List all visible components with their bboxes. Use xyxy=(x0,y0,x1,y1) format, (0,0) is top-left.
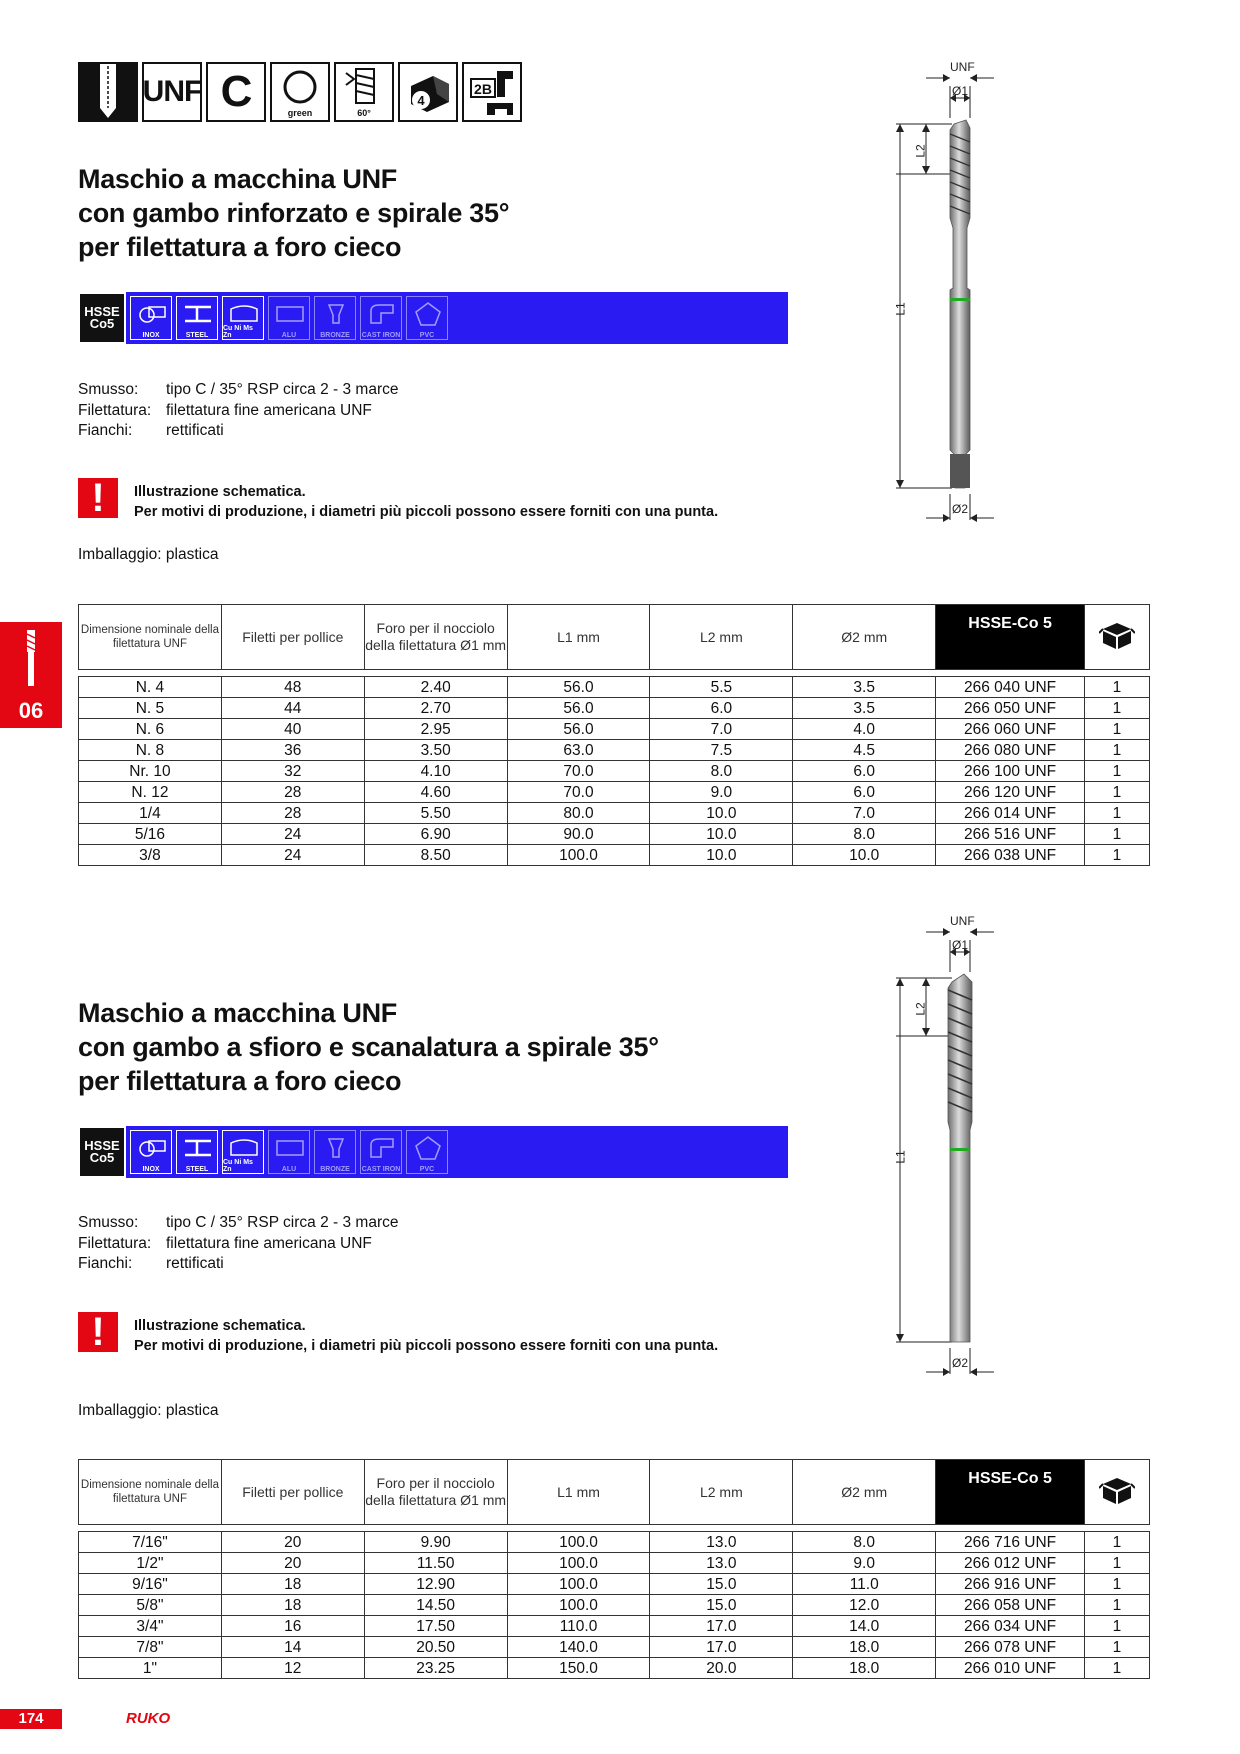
table-cell: 24 xyxy=(221,845,364,866)
col-core-drill: Foro per il nocciolo della filettatura Ø1 mm xyxy=(364,1460,507,1525)
table-cell: N. 5 xyxy=(79,698,222,719)
table-cell: 5/16 xyxy=(79,824,222,845)
table-cell: 1/4 xyxy=(79,803,222,824)
hsse-co5-badge: HSSE Co5 xyxy=(78,292,126,344)
table-cell: 100.0 xyxy=(507,1574,650,1595)
table-cell: 1 xyxy=(1084,1637,1149,1658)
table-cell: 3.5 xyxy=(793,698,936,719)
col-core-drill: Foro per il nocciolo della filettatura Ø1 mm xyxy=(364,605,507,670)
table-cell: 20.0 xyxy=(650,1658,793,1679)
table-row xyxy=(79,698,1150,719)
material-pvc-icon: PVC xyxy=(406,1130,448,1174)
table-cell: 13.0 xyxy=(650,1532,793,1553)
table-row xyxy=(79,1616,1150,1637)
table-cell: 266 014 UNF xyxy=(936,803,1085,824)
table-cell: 1 xyxy=(1084,1574,1149,1595)
table-cell: 9.0 xyxy=(793,1553,936,1574)
table-cell: 15.0 xyxy=(650,1595,793,1616)
section-1-specs: Smusso: tipo C / 35° RSP circa 2 - 3 marce Filettatura: filettatura fine americana UNF Fianchi: rettificati xyxy=(78,381,399,439)
table-cell: 63.0 xyxy=(507,740,650,761)
col-l2: L2 mm xyxy=(650,1460,793,1525)
table-cell: 70.0 xyxy=(507,761,650,782)
table-cell: 8.0 xyxy=(650,761,793,782)
table-cell: 266 080 UNF xyxy=(936,740,1085,761)
table-cell: 266 060 UNF xyxy=(936,719,1085,740)
table-row xyxy=(79,677,1150,698)
table-row xyxy=(79,1553,1150,1574)
table-row xyxy=(79,782,1150,803)
table-cell: 1 xyxy=(1084,698,1149,719)
dim-d2: Ø2 xyxy=(952,502,969,516)
section-2-title: Maschio a macchina UNF con gambo a sfioro e scanalatura a spirale 35° per filettatura a foro cieco xyxy=(78,998,659,1096)
table-cell: 266 516 UNF xyxy=(936,824,1085,845)
table-row xyxy=(79,824,1150,845)
table-cell: 1 xyxy=(1084,782,1149,803)
table-cell: 6.0 xyxy=(650,698,793,719)
col-l1: L1 mm xyxy=(507,1460,650,1525)
table-cell: 6.0 xyxy=(793,782,936,803)
table-cell: 1 xyxy=(1084,740,1149,761)
table-cell: 1 xyxy=(1084,719,1149,740)
table-cell: 4.5 xyxy=(793,740,936,761)
green-ring-icon: green xyxy=(270,62,330,122)
material-alu-icon: ALU xyxy=(268,1130,310,1174)
table-cell: 18.0 xyxy=(793,1658,936,1679)
table-cell: 7.0 xyxy=(793,803,936,824)
table-cell: 18.0 xyxy=(793,1637,936,1658)
table-cell: 266 100 UNF xyxy=(936,761,1085,782)
table-cell: 4.0 xyxy=(793,719,936,740)
table-cell: 140.0 xyxy=(507,1637,650,1658)
table-cell: 6.90 xyxy=(364,824,507,845)
table-cell: 17.50 xyxy=(364,1616,507,1637)
table-cell: 18 xyxy=(221,1595,364,1616)
table-cell: 1 xyxy=(1084,1616,1149,1637)
warning-icon: ! xyxy=(78,1312,118,1352)
dim-unf: UNF xyxy=(950,914,975,928)
section-2-specs: Smusso: tipo C / 35° RSP circa 2 - 3 marce Filettatura: filettatura fine americana UNF Fianchi: rettificati xyxy=(78,1214,399,1272)
table-cell: 24 xyxy=(221,824,364,845)
table-row xyxy=(79,1595,1150,1616)
table-cell: 17.0 xyxy=(650,1616,793,1637)
table-cell: 9/16" xyxy=(79,1574,222,1595)
table-cell: 40 xyxy=(221,719,364,740)
table-cell: 266 012 UNF xyxy=(936,1553,1085,1574)
table-cell: 266 078 UNF xyxy=(936,1637,1085,1658)
table-cell: 266 040 UNF xyxy=(936,677,1085,698)
table-cell: 7/16" xyxy=(79,1532,222,1553)
blind-hole-icon xyxy=(78,62,138,122)
section-2-rows xyxy=(79,1532,1150,1679)
table-cell: 12.0 xyxy=(793,1595,936,1616)
thread-angle-icon: 60° xyxy=(334,62,394,122)
col-l1: L1 mm xyxy=(507,605,650,670)
material-inox-icon: INOX xyxy=(130,296,172,340)
table-cell: 1" xyxy=(79,1658,222,1679)
table-cell: 1 xyxy=(1084,803,1149,824)
hsse-co5-badge: HSSE Co5 xyxy=(78,1126,126,1178)
table-cell: 70.0 xyxy=(507,782,650,803)
dim-d1: Ø1 xyxy=(952,84,969,98)
table-row xyxy=(79,1532,1150,1553)
table-cell: 5.5 xyxy=(650,677,793,698)
table-cell: 20.50 xyxy=(364,1637,507,1658)
table-cell: N. 8 xyxy=(79,740,222,761)
chamfer-c-icon: C xyxy=(206,62,266,122)
table-cell: 12 xyxy=(221,1658,364,1679)
table-cell: 14.0 xyxy=(793,1616,936,1637)
material-bar-2 xyxy=(78,1126,788,1178)
table-cell: 13.0 xyxy=(650,1553,793,1574)
table-cell: 12.90 xyxy=(364,1574,507,1595)
material-steel-icon: STEEL xyxy=(176,1130,218,1174)
table-cell: 56.0 xyxy=(507,698,650,719)
dim-l1: L1 xyxy=(893,302,908,316)
section-1-rows xyxy=(79,677,1150,866)
table-cell: 1 xyxy=(1084,761,1149,782)
table-cell: Nr. 10 xyxy=(79,761,222,782)
table-cell: 266 058 UNF xyxy=(936,1595,1085,1616)
table-cell: 14 xyxy=(221,1637,364,1658)
table-cell: 11.0 xyxy=(793,1574,936,1595)
dim-l2: L2 xyxy=(913,144,928,158)
table-row xyxy=(79,1637,1150,1658)
table-cell: 10.0 xyxy=(650,803,793,824)
dim-d2: Ø2 xyxy=(952,1356,969,1370)
table-cell: 1 xyxy=(1084,1658,1149,1679)
table-cell: 5/8" xyxy=(79,1595,222,1616)
table-row xyxy=(79,803,1150,824)
table-cell: 5.50 xyxy=(364,803,507,824)
section-1-warning: Illustrazione schematica. Per motivi di produzione, i diametri più piccoli possono essere forniti con una punta. xyxy=(134,484,719,520)
material-pvc-icon: PVC xyxy=(406,296,448,340)
table-cell: 56.0 xyxy=(507,719,650,740)
table-cell: 7.0 xyxy=(650,719,793,740)
table-cell: 17.0 xyxy=(650,1637,793,1658)
table-row xyxy=(79,719,1150,740)
warning-icon: ! xyxy=(78,478,118,518)
col-d2: Ø2 mm xyxy=(793,1460,936,1525)
table-cell: 8.0 xyxy=(793,1532,936,1553)
material-copper-icon: Cu Ni Ms Zn xyxy=(222,1130,264,1174)
table-cell: 6.0 xyxy=(793,761,936,782)
table-cell: 100.0 xyxy=(507,1553,650,1574)
material-bar-1 xyxy=(78,292,788,344)
table-cell: 10.0 xyxy=(793,845,936,866)
col-nominal: Dimensione nominale della filettatura UNF xyxy=(79,605,222,670)
table-row xyxy=(79,845,1150,866)
table-cell: 8.50 xyxy=(364,845,507,866)
col-article-hsse-co5: HSSE-Co 5 xyxy=(936,605,1085,670)
col-nominal: Dimensione nominale della filettatura UNF xyxy=(79,1460,222,1525)
table-cell: 3.50 xyxy=(364,740,507,761)
dim-l1: L1 xyxy=(893,1150,908,1164)
table-cell: 4.10 xyxy=(364,761,507,782)
col-package-icon xyxy=(1084,605,1149,670)
table-cell: 3.5 xyxy=(793,677,936,698)
material-bronze-icon: BRONZE xyxy=(314,1130,356,1174)
table-cell: 266 716 UNF xyxy=(936,1532,1085,1553)
tap-tool-icon xyxy=(22,630,40,688)
tool-drawing-2 xyxy=(890,912,1010,1382)
section-1-packaging: Imballaggio: plastica xyxy=(78,546,219,563)
table-cell: 266 916 UNF xyxy=(936,1574,1085,1595)
table-cell: 2.40 xyxy=(364,677,507,698)
feature-icon-row xyxy=(78,62,522,126)
table-cell: 3/8 xyxy=(79,845,222,866)
table-cell: 18 xyxy=(221,1574,364,1595)
table-cell: 2.95 xyxy=(364,719,507,740)
table-row xyxy=(79,740,1150,761)
table-row xyxy=(79,761,1150,782)
package-box-icon xyxy=(1099,1474,1135,1506)
table-cell: 20 xyxy=(221,1553,364,1574)
col-l2: L2 mm xyxy=(650,605,793,670)
table-cell: 1 xyxy=(1084,1553,1149,1574)
table-cell: N. 4 xyxy=(79,677,222,698)
shank-square-icon xyxy=(398,62,458,122)
table-cell: 266 038 UNF xyxy=(936,845,1085,866)
table-cell: 7/8" xyxy=(79,1637,222,1658)
material-bronze-icon: BRONZE xyxy=(314,296,356,340)
svg-text:2B: 2B xyxy=(474,81,492,97)
table-cell: 10.0 xyxy=(650,845,793,866)
table-row xyxy=(79,1658,1150,1679)
chapter-number: 06 xyxy=(18,698,44,723)
table-cell: 28 xyxy=(221,782,364,803)
table-cell: 23.25 xyxy=(364,1658,507,1679)
table-cell: 90.0 xyxy=(507,824,650,845)
table-cell: 1 xyxy=(1084,1595,1149,1616)
package-box-icon xyxy=(1099,619,1135,651)
table-cell: 20 xyxy=(221,1532,364,1553)
section-2-table xyxy=(78,1459,1150,1679)
tool-drawing-1 xyxy=(890,58,1010,528)
table-cell: 1 xyxy=(1084,1532,1149,1553)
material-cast-iron-icon: CAST IRON xyxy=(360,1130,402,1174)
table-cell: 1 xyxy=(1084,824,1149,845)
dim-d1: Ø1 xyxy=(952,938,969,952)
material-inox-icon: INOX xyxy=(130,1130,172,1174)
table-cell: 2.70 xyxy=(364,698,507,719)
table-cell: 4.60 xyxy=(364,782,507,803)
table-row xyxy=(79,1574,1150,1595)
material-alu-icon: ALU xyxy=(268,296,310,340)
table-cell: 266 050 UNF xyxy=(936,698,1085,719)
table-cell: 10.0 xyxy=(650,824,793,845)
material-steel-icon: STEEL xyxy=(176,296,218,340)
material-copper-icon: Cu Ni Ms Zn xyxy=(222,296,264,340)
table-cell: 3/4" xyxy=(79,1616,222,1637)
unf-icon: UNF xyxy=(142,62,202,122)
col-package-icon xyxy=(1084,1460,1149,1525)
section-1-title: Maschio a macchina UNF con gambo rinforzato e spirale 35° per filettatura a foro cieco xyxy=(78,164,510,262)
dim-unf: UNF xyxy=(950,60,975,74)
table-cell: N. 12 xyxy=(79,782,222,803)
table-cell: 100.0 xyxy=(507,1595,650,1616)
table-cell: 48 xyxy=(221,677,364,698)
table-cell: 28 xyxy=(221,803,364,824)
table-cell: 110.0 xyxy=(507,1616,650,1637)
col-tpi: Filetti per pollice xyxy=(221,605,364,670)
page-number: 174 xyxy=(0,1709,62,1729)
table-cell: 150.0 xyxy=(507,1658,650,1679)
table-cell: 44 xyxy=(221,698,364,719)
table-cell: 36 xyxy=(221,740,364,761)
section-2-packaging: Imballaggio: plastica xyxy=(78,1402,219,1419)
svg-text:4: 4 xyxy=(417,93,425,108)
table-cell: 9.0 xyxy=(650,782,793,803)
table-cell: 16 xyxy=(221,1616,364,1637)
table-cell: 266 120 UNF xyxy=(936,782,1085,803)
table-cell: 100.0 xyxy=(507,845,650,866)
table-cell: 100.0 xyxy=(507,1532,650,1553)
table-cell: 266 034 UNF xyxy=(936,1616,1085,1637)
dim-l2: L2 xyxy=(913,1002,928,1016)
table-cell: 1 xyxy=(1084,677,1149,698)
table-cell: 32 xyxy=(221,761,364,782)
table-cell: 8.0 xyxy=(793,824,936,845)
table-cell: 80.0 xyxy=(507,803,650,824)
table-cell: N. 6 xyxy=(79,719,222,740)
col-tpi: Filetti per pollice xyxy=(221,1460,364,1525)
material-cast-iron-icon: CAST IRON xyxy=(360,296,402,340)
table-cell: 9.90 xyxy=(364,1532,507,1553)
col-d2: Ø2 mm xyxy=(793,605,936,670)
table-cell: 1 xyxy=(1084,845,1149,866)
col-article-hsse-co5: HSSE-Co 5 xyxy=(936,1460,1085,1525)
table-cell: 7.5 xyxy=(650,740,793,761)
table-cell: 56.0 xyxy=(507,677,650,698)
section-1-table xyxy=(78,604,1150,866)
table-cell: 14.50 xyxy=(364,1595,507,1616)
table-cell: 266 010 UNF xyxy=(936,1658,1085,1679)
table-cell: 15.0 xyxy=(650,1574,793,1595)
table-cell: 11.50 xyxy=(364,1553,507,1574)
table-cell: 1/2" xyxy=(79,1553,222,1574)
tolerance-2b-icon xyxy=(462,62,522,122)
brand-logo: RUKO xyxy=(126,1710,171,1727)
section-2-warning: Illustrazione schematica. Per motivi di produzione, i diametri più piccoli possono essere forniti con una punta. xyxy=(134,1318,719,1354)
chapter-tab xyxy=(0,622,62,728)
